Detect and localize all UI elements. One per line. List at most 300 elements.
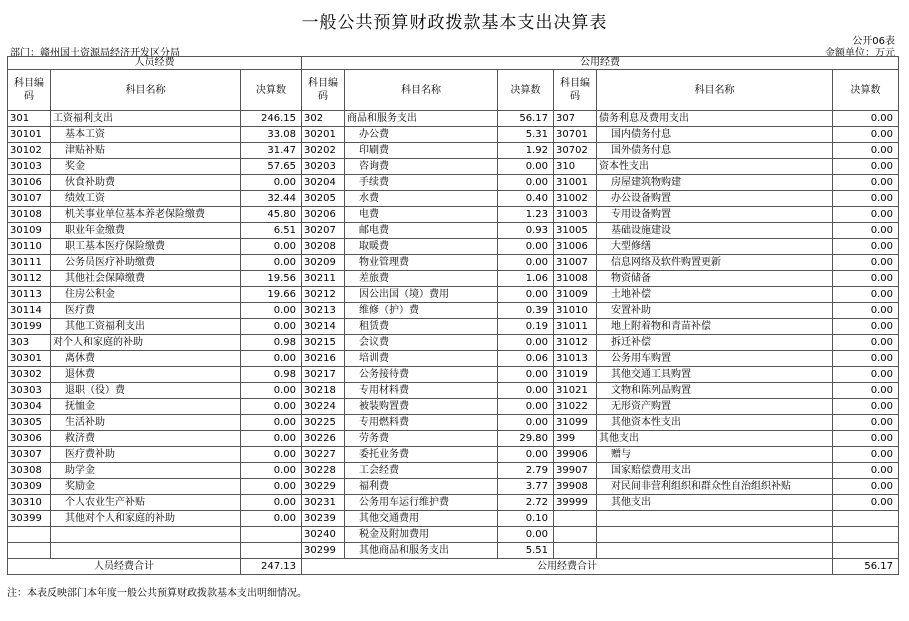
amount-cell: 33.08	[241, 127, 302, 143]
amount-cell	[241, 527, 302, 543]
name-cell: 其他交通工具购置	[597, 367, 833, 383]
code-cell: 30103	[8, 159, 51, 175]
table-row	[8, 527, 899, 543]
code-cell: 30203	[302, 159, 345, 175]
name-cell: 公务用车购置	[597, 351, 833, 367]
code-cell: 30302	[8, 367, 51, 383]
amount-cell: 0.93	[498, 223, 554, 239]
table-row	[8, 159, 899, 175]
amount-cell: 0.06	[498, 351, 554, 367]
amount-cell: 57.65	[241, 159, 302, 175]
code-cell: 30303	[8, 383, 51, 399]
name-cell: 税金及附加费用	[345, 527, 498, 543]
table-row	[8, 175, 899, 191]
code-cell: 302	[302, 111, 345, 127]
name-cell: 债务利息及费用支出	[597, 111, 833, 127]
code-cell: 31019	[554, 367, 597, 383]
amount-cell: 0.00	[241, 399, 302, 415]
code-cell: 31002	[554, 191, 597, 207]
amount-cell: 0.00	[498, 399, 554, 415]
code-cell: 30107	[8, 191, 51, 207]
code-cell: 30310	[8, 495, 51, 511]
table-row	[8, 367, 899, 383]
name-cell: 助学金	[51, 463, 241, 479]
amount-cell: 1.92	[498, 143, 554, 159]
name-cell: 水费	[345, 191, 498, 207]
name-cell: 信息网络及软件购置更新	[597, 255, 833, 271]
amount-cell: 0.00	[833, 319, 899, 335]
name-cell: 退职（役）费	[51, 383, 241, 399]
amount-cell: 0.00	[498, 175, 554, 191]
public-total-value: 56.17	[833, 559, 899, 575]
code-cell: 30231	[302, 495, 345, 511]
name-cell	[51, 527, 241, 543]
table-row	[8, 111, 899, 127]
amount-cell: 2.79	[498, 463, 554, 479]
amount-header: 决算数	[833, 70, 899, 111]
code-cell: 31021	[554, 383, 597, 399]
amount-cell: 0.00	[498, 527, 554, 543]
amount-cell: 0.00	[833, 367, 899, 383]
report-title: 一般公共预算财政拨款基本支出决算表	[301, 13, 608, 33]
code-cell: 30308	[8, 463, 51, 479]
code-cell: 30224	[302, 399, 345, 415]
table-row	[8, 319, 899, 335]
name-cell: 奖金	[51, 159, 241, 175]
code-cell: 303	[8, 335, 51, 351]
amount-cell: 0.00	[498, 255, 554, 271]
code-cell: 31011	[554, 319, 597, 335]
table-row	[8, 463, 899, 479]
code-header: 科目编码	[8, 70, 51, 111]
name-header: 科目名称	[51, 70, 241, 111]
table-row	[8, 255, 899, 271]
table-row	[8, 431, 899, 447]
name-cell: 差旅费	[345, 271, 498, 287]
amount-cell: 0.10	[498, 511, 554, 527]
table-row	[8, 143, 899, 159]
name-cell: 职工基本医疗保险缴费	[51, 239, 241, 255]
expenditure-table	[7, 56, 899, 575]
name-cell: 委托业务费	[345, 447, 498, 463]
code-cell: 30109	[8, 223, 51, 239]
name-cell: 办公费	[345, 127, 498, 143]
table-row	[8, 303, 899, 319]
name-cell: 资本性支出	[597, 159, 833, 175]
name-cell: 其他商品和服务支出	[345, 543, 498, 559]
amount-cell: 0.00	[498, 239, 554, 255]
name-cell: 专用燃料费	[345, 415, 498, 431]
code-cell: 31005	[554, 223, 597, 239]
amount-cell: 5.51	[498, 543, 554, 559]
code-cell: 30114	[8, 303, 51, 319]
amount-cell: 0.00	[498, 415, 554, 431]
table-row	[8, 399, 899, 415]
name-cell: 基础设施建设	[597, 223, 833, 239]
amount-cell: 0.39	[498, 303, 554, 319]
name-cell: 奖励金	[51, 479, 241, 495]
name-cell: 伙食补助费	[51, 175, 241, 191]
name-cell: 个人农业生产补贴	[51, 495, 241, 511]
amount-cell: 29.80	[498, 431, 554, 447]
amount-cell: 0.00	[833, 111, 899, 127]
name-cell: 其他支出	[597, 495, 833, 511]
amount-cell: 0.40	[498, 191, 554, 207]
code-cell: 30215	[302, 335, 345, 351]
name-cell	[597, 543, 833, 559]
amount-cell: 19.66	[241, 287, 302, 303]
code-cell: 30102	[8, 143, 51, 159]
amount-cell: 0.00	[833, 271, 899, 287]
code-cell: 30239	[302, 511, 345, 527]
code-cell: 39999	[554, 495, 597, 511]
name-cell: 维修（护）费	[345, 303, 498, 319]
name-cell: 土地补偿	[597, 287, 833, 303]
name-cell: 国内债务付息	[597, 127, 833, 143]
amount-cell: 246.15	[241, 111, 302, 127]
table-row	[8, 511, 899, 527]
amount-cell: 0.00	[241, 175, 302, 191]
table-row	[8, 351, 899, 367]
amount-cell: 0.00	[833, 159, 899, 175]
name-cell: 劳务费	[345, 431, 498, 447]
code-cell: 30307	[8, 447, 51, 463]
table-row	[8, 191, 899, 207]
amount-cell: 0.00	[241, 463, 302, 479]
table-row	[8, 383, 899, 399]
amount-cell: 0.00	[241, 303, 302, 319]
amount-cell: 0.00	[833, 479, 899, 495]
amount-cell: 6.51	[241, 223, 302, 239]
code-cell: 30204	[302, 175, 345, 191]
code-cell: 30299	[302, 543, 345, 559]
name-cell: 租赁费	[345, 319, 498, 335]
name-cell: 咨询费	[345, 159, 498, 175]
amount-cell: 0.00	[833, 287, 899, 303]
amount-cell: 0.00	[833, 143, 899, 159]
code-cell: 31003	[554, 207, 597, 223]
code-header: 科目编码	[554, 70, 597, 111]
name-cell: 其他交通费用	[345, 511, 498, 527]
personnel-group-header: 人员经费	[8, 57, 302, 70]
department-label: 部门：赣州国土资源局经济开发区分局	[10, 48, 180, 59]
code-cell: 30225	[302, 415, 345, 431]
amount-cell: 0.00	[498, 335, 554, 351]
code-cell: 30399	[8, 511, 51, 527]
table-row	[8, 335, 899, 351]
amount-cell: 0.00	[498, 383, 554, 399]
name-cell	[597, 511, 833, 527]
amount-cell: 0.00	[498, 287, 554, 303]
code-cell: 30206	[302, 207, 345, 223]
name-header: 科目名称	[597, 70, 833, 111]
code-cell: 39907	[554, 463, 597, 479]
code-cell: 31006	[554, 239, 597, 255]
amount-cell: 3.77	[498, 479, 554, 495]
amount-cell	[833, 511, 899, 527]
amount-cell: 1.06	[498, 271, 554, 287]
amount-cell: 0.00	[241, 479, 302, 495]
name-cell: 生活补助	[51, 415, 241, 431]
name-cell: 专用材料费	[345, 383, 498, 399]
amount-cell	[241, 543, 302, 559]
amount-cell: 0.00	[498, 159, 554, 175]
amount-cell: 31.47	[241, 143, 302, 159]
code-cell: 30217	[302, 367, 345, 383]
name-cell: 无形资产购置	[597, 399, 833, 415]
name-cell: 会议费	[345, 335, 498, 351]
public-group-header: 公用经费	[302, 57, 899, 70]
code-cell: 30216	[302, 351, 345, 367]
table-row	[8, 479, 899, 495]
code-cell: 30228	[302, 463, 345, 479]
code-cell: 30240	[302, 527, 345, 543]
amount-header: 决算数	[498, 70, 554, 111]
amount-cell: 0.00	[833, 175, 899, 191]
name-cell: 医疗费补助	[51, 447, 241, 463]
table-row	[8, 207, 899, 223]
code-cell: 310	[554, 159, 597, 175]
code-cell: 30113	[8, 287, 51, 303]
code-cell: 30701	[554, 127, 597, 143]
name-cell: 公务用车运行维护费	[345, 495, 498, 511]
code-cell: 31012	[554, 335, 597, 351]
name-cell: 对个人和家庭的补助	[51, 335, 241, 351]
amount-cell: 0.00	[833, 255, 899, 271]
code-cell: 30305	[8, 415, 51, 431]
code-cell: 30306	[8, 431, 51, 447]
name-cell: 公务接待费	[345, 367, 498, 383]
name-cell: 大型修缮	[597, 239, 833, 255]
code-cell: 31013	[554, 351, 597, 367]
code-cell: 30111	[8, 255, 51, 271]
amount-cell: 0.00	[833, 127, 899, 143]
code-cell: 30108	[8, 207, 51, 223]
name-cell: 文物和陈列品购置	[597, 383, 833, 399]
table-row	[8, 495, 899, 511]
code-cell	[554, 511, 597, 527]
amount-cell: 0.00	[241, 383, 302, 399]
code-cell: 30201	[302, 127, 345, 143]
name-cell: 房屋建筑物购建	[597, 175, 833, 191]
name-cell: 安置补助	[597, 303, 833, 319]
name-cell: 其他支出	[597, 431, 833, 447]
code-cell: 30207	[302, 223, 345, 239]
name-cell	[597, 527, 833, 543]
group-header-row	[8, 57, 899, 70]
code-cell: 30229	[302, 479, 345, 495]
code-cell	[8, 527, 51, 543]
code-cell: 30226	[302, 431, 345, 447]
code-cell: 31009	[554, 287, 597, 303]
name-header: 科目名称	[345, 70, 498, 111]
name-cell: 物资储备	[597, 271, 833, 287]
code-cell	[554, 543, 597, 559]
name-cell: 其他对个人和家庭的补助	[51, 511, 241, 527]
table-row	[8, 415, 899, 431]
code-cell: 30211	[302, 271, 345, 287]
name-cell: 机关事业单位基本养老保险缴费	[51, 207, 241, 223]
name-cell: 住房公积金	[51, 287, 241, 303]
code-cell: 399	[554, 431, 597, 447]
public-total-label: 公用经费合计	[302, 559, 833, 575]
code-cell: 30702	[554, 143, 597, 159]
name-cell: 因公出国（境）费用	[345, 287, 498, 303]
totals-row	[8, 559, 899, 575]
amount-cell: 0.00	[498, 447, 554, 463]
amount-cell: 0.00	[833, 431, 899, 447]
amount-cell: 0.00	[241, 255, 302, 271]
name-cell: 取暖费	[345, 239, 498, 255]
code-cell: 30212	[302, 287, 345, 303]
amount-cell: 0.00	[241, 319, 302, 335]
code-cell: 30112	[8, 271, 51, 287]
amount-cell	[833, 527, 899, 543]
code-cell: 30101	[8, 127, 51, 143]
name-cell: 离休费	[51, 351, 241, 367]
name-cell: 国外债务付息	[597, 143, 833, 159]
amount-cell: 0.00	[241, 351, 302, 367]
code-cell: 30309	[8, 479, 51, 495]
code-cell: 31007	[554, 255, 597, 271]
name-cell: 培训费	[345, 351, 498, 367]
table-row	[8, 287, 899, 303]
amount-cell: 0.00	[833, 447, 899, 463]
name-cell: 其他资本性支出	[597, 415, 833, 431]
amount-cell: 0.00	[833, 351, 899, 367]
amount-cell: 0.00	[833, 191, 899, 207]
amount-cell: 0.00	[498, 367, 554, 383]
code-cell: 30209	[302, 255, 345, 271]
name-cell: 救济费	[51, 431, 241, 447]
amount-cell: 0.00	[833, 335, 899, 351]
name-cell: 电费	[345, 207, 498, 223]
amount-cell	[833, 543, 899, 559]
amount-cell: 19.56	[241, 271, 302, 287]
code-cell: 30202	[302, 143, 345, 159]
amount-cell: 1.23	[498, 207, 554, 223]
code-cell: 30227	[302, 447, 345, 463]
name-cell: 工资福利支出	[51, 111, 241, 127]
amount-cell: 0.00	[833, 207, 899, 223]
amount-cell: 0.00	[833, 495, 899, 511]
amount-cell: 0.00	[833, 239, 899, 255]
amount-cell: 0.98	[241, 367, 302, 383]
code-cell: 30213	[302, 303, 345, 319]
name-cell: 公务员医疗补助缴费	[51, 255, 241, 271]
table-row	[8, 543, 899, 559]
name-cell: 福利费	[345, 479, 498, 495]
name-cell: 办公设备购置	[597, 191, 833, 207]
amount-header: 决算数	[241, 70, 302, 111]
code-cell: 30214	[302, 319, 345, 335]
code-cell: 31022	[554, 399, 597, 415]
amount-cell: 0.00	[241, 511, 302, 527]
amount-cell: 0.00	[241, 495, 302, 511]
amount-cell: 0.00	[241, 239, 302, 255]
code-cell: 30218	[302, 383, 345, 399]
code-cell	[8, 543, 51, 559]
name-cell: 地上附着物和青苗补偿	[597, 319, 833, 335]
amount-cell: 0.98	[241, 335, 302, 351]
name-cell: 退休费	[51, 367, 241, 383]
amount-cell: 0.00	[833, 399, 899, 415]
personnel-total-label: 人员经费合计	[8, 559, 241, 575]
name-cell: 对民间非营利组织和群众性自治组织补贴	[597, 479, 833, 495]
amount-cell: 0.19	[498, 319, 554, 335]
amount-cell: 0.00	[241, 415, 302, 431]
code-cell: 30205	[302, 191, 345, 207]
form-number: 公开06表	[852, 36, 895, 47]
amount-cell: 56.17	[498, 111, 554, 127]
name-cell: 国家赔偿费用支出	[597, 463, 833, 479]
code-cell: 39906	[554, 447, 597, 463]
name-cell: 拆迁补偿	[597, 335, 833, 351]
name-cell: 职业年金缴费	[51, 223, 241, 239]
amount-unit-label: 金额单位：万元	[825, 48, 895, 59]
code-cell: 30304	[8, 399, 51, 415]
name-cell: 基本工资	[51, 127, 241, 143]
column-header-row	[8, 70, 899, 111]
code-cell: 307	[554, 111, 597, 127]
amount-cell: 0.00	[833, 223, 899, 239]
amount-cell: 0.00	[833, 415, 899, 431]
amount-cell: 0.00	[241, 431, 302, 447]
amount-cell: 45.80	[241, 207, 302, 223]
code-cell: 30301	[8, 351, 51, 367]
name-cell: 物业管理费	[345, 255, 498, 271]
code-cell: 31010	[554, 303, 597, 319]
name-cell: 赠与	[597, 447, 833, 463]
name-cell: 印刷费	[345, 143, 498, 159]
code-cell: 31001	[554, 175, 597, 191]
name-cell: 其他工资福利支出	[51, 319, 241, 335]
name-cell: 手续费	[345, 175, 498, 191]
code-cell: 30110	[8, 239, 51, 255]
name-cell: 医疗费	[51, 303, 241, 319]
name-cell: 抚恤金	[51, 399, 241, 415]
personnel-total-value: 247.13	[241, 559, 302, 575]
name-cell: 津贴补贴	[51, 143, 241, 159]
code-cell: 30208	[302, 239, 345, 255]
name-cell: 工会经费	[345, 463, 498, 479]
code-cell: 30199	[8, 319, 51, 335]
code-cell	[554, 527, 597, 543]
amount-cell: 0.00	[241, 447, 302, 463]
code-header: 科目编码	[302, 70, 345, 111]
table-body	[8, 111, 899, 559]
name-cell: 绩效工资	[51, 191, 241, 207]
table-row	[8, 127, 899, 143]
name-cell	[51, 543, 241, 559]
name-cell: 其他社会保障缴费	[51, 271, 241, 287]
code-cell: 39908	[554, 479, 597, 495]
name-cell: 专用设备购置	[597, 207, 833, 223]
amount-cell: 32.44	[241, 191, 302, 207]
footnote: 注：本表反映部门本年度一般公共预算财政拨款基本支出明细情况。	[7, 588, 307, 599]
amount-cell: 2.72	[498, 495, 554, 511]
table-row	[8, 223, 899, 239]
code-cell: 301	[8, 111, 51, 127]
code-cell: 30106	[8, 175, 51, 191]
amount-cell: 0.00	[833, 303, 899, 319]
amount-cell: 5.31	[498, 127, 554, 143]
name-cell: 商品和服务支出	[345, 111, 498, 127]
name-cell: 被装购置费	[345, 399, 498, 415]
amount-cell: 0.00	[833, 383, 899, 399]
table-row	[8, 239, 899, 255]
table-row	[8, 447, 899, 463]
